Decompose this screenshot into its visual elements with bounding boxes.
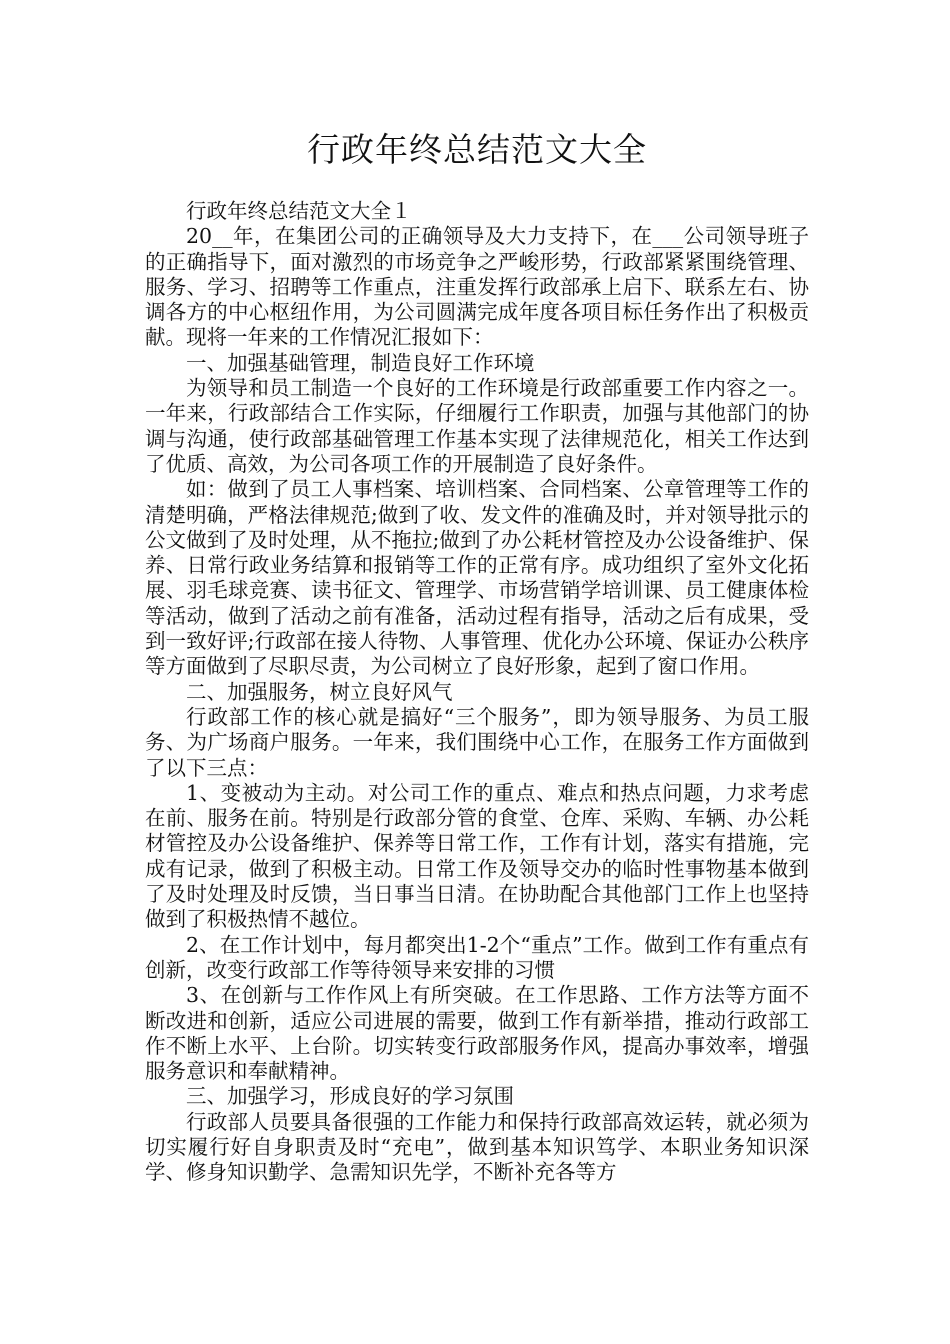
body-paragraph: 行政部工作的核心就是搞好“三个服务”，即为领导服务、为员工服务、为广场商户服务。一年来，我们围绕中心工作，在服务工作方面做到了以下三点： (145, 704, 809, 780)
document-body (145, 199, 809, 1186)
body-paragraph: 如：做到了员工人事档案、培训档案、合同档案、公章管理等工作的清楚明确，严格法律规范;做到了收、发文件的准确及时，并对领导批示的公文做到了及时处理，从不拖拉;做到了办公耗材管控及办公设备维护、保养、日常行政业务结算和报销等工作的正常有序。成功组织了室外文化拓展、羽毛球竞赛、读书征文、管理学、市场营销学培训课、员工健康体检等活动，做到了活动之前有准备，活动过程有指导，活动之后有成果，受到一致好评;行政部在接人待物、人事管理、优化办公环境、保证办公秩序等方面做到了尽职尽责，为公司树立了良好形象，起到了窗口作用。 (145, 477, 809, 679)
subtitle-paragraph: 行政年终总结范文大全１ (186, 199, 412, 223)
document-page (145, 0, 809, 1344)
section-heading-3: 三、加强学习，形成良好的学习氛围 (186, 1084, 514, 1109)
section-heading-1: 一、加强基础管理，制造良好工作环境 (186, 350, 535, 375)
intro-paragraph: 20__年，在集团公司的正确领导及大力支持下，在___公司领导班子的正确指导下，面对激烈的市场竞争之严峻形势，行政部紧紧围绕管理、服务、学习、招聘等工作重点，注重发挥行政部承上启下、联系左右、协调各方的中心枢纽作用，为公司圆满完成年度各项目标任务作出了积极贡献。现将一年来的工作情况汇报如下： (145, 224, 809, 350)
body-paragraph: 行政部人员要具备很强的工作能力和保持行政部高效运转，就必须为切实履行好自身职责及时“充电”，做到基本知识笃学、本职业务知识深学、修身知识勤学、急需知识先学，不断补充各等方 (145, 1109, 809, 1185)
document-title: 行政年终总结范文大全 (307, 130, 647, 169)
list-item-paragraph: 2、在工作计划中，每月都突出1-2个“重点”工作。做到工作有重点有创新，改变行政部工作等待领导来安排的习惯 (145, 932, 809, 982)
body-paragraph: 为领导和员工制造一个良好的工作环境是行政部重要工作内容之一。一年来，行政部结合工作实际，仔细履行工作职责，加强与其他部门的协调与沟通，使行政部基础管理工作基本实现了法律规范化，相关工作达到了优质、高效，为公司各项工作的开展制造了良好条件。 (145, 376, 809, 476)
list-item-paragraph: 1、变被动为主动。对公司工作的重点、难点和热点问题，力求考虑在前、服务在前。特别是行政部分管的食堂、仓库、采购、车辆、办公耗材管控及办公设备维护、保养等日常工作，工作有计划，落实有措施，完成有记录，做到了积极主动。日常工作及领导交办的临时性事物基本做到了及时处理及时反馈，当日事当日清。在协助配合其他部门工作上也坚持做到了积极热情不越位。 (145, 780, 809, 932)
section-heading-2: 二、加强服务，树立良好风气 (186, 679, 453, 704)
list-item-paragraph: 3、在创新与工作作风上有所突破。在工作思路、工作方法等方面不断改进和创新，适应公司进展的需要，做到工作有新举措，推动行政部工作不断上水平、上台阶。切实转变行政部服务作风，提高办事效率，增强服务意识和奉献精神。 (145, 983, 809, 1084)
